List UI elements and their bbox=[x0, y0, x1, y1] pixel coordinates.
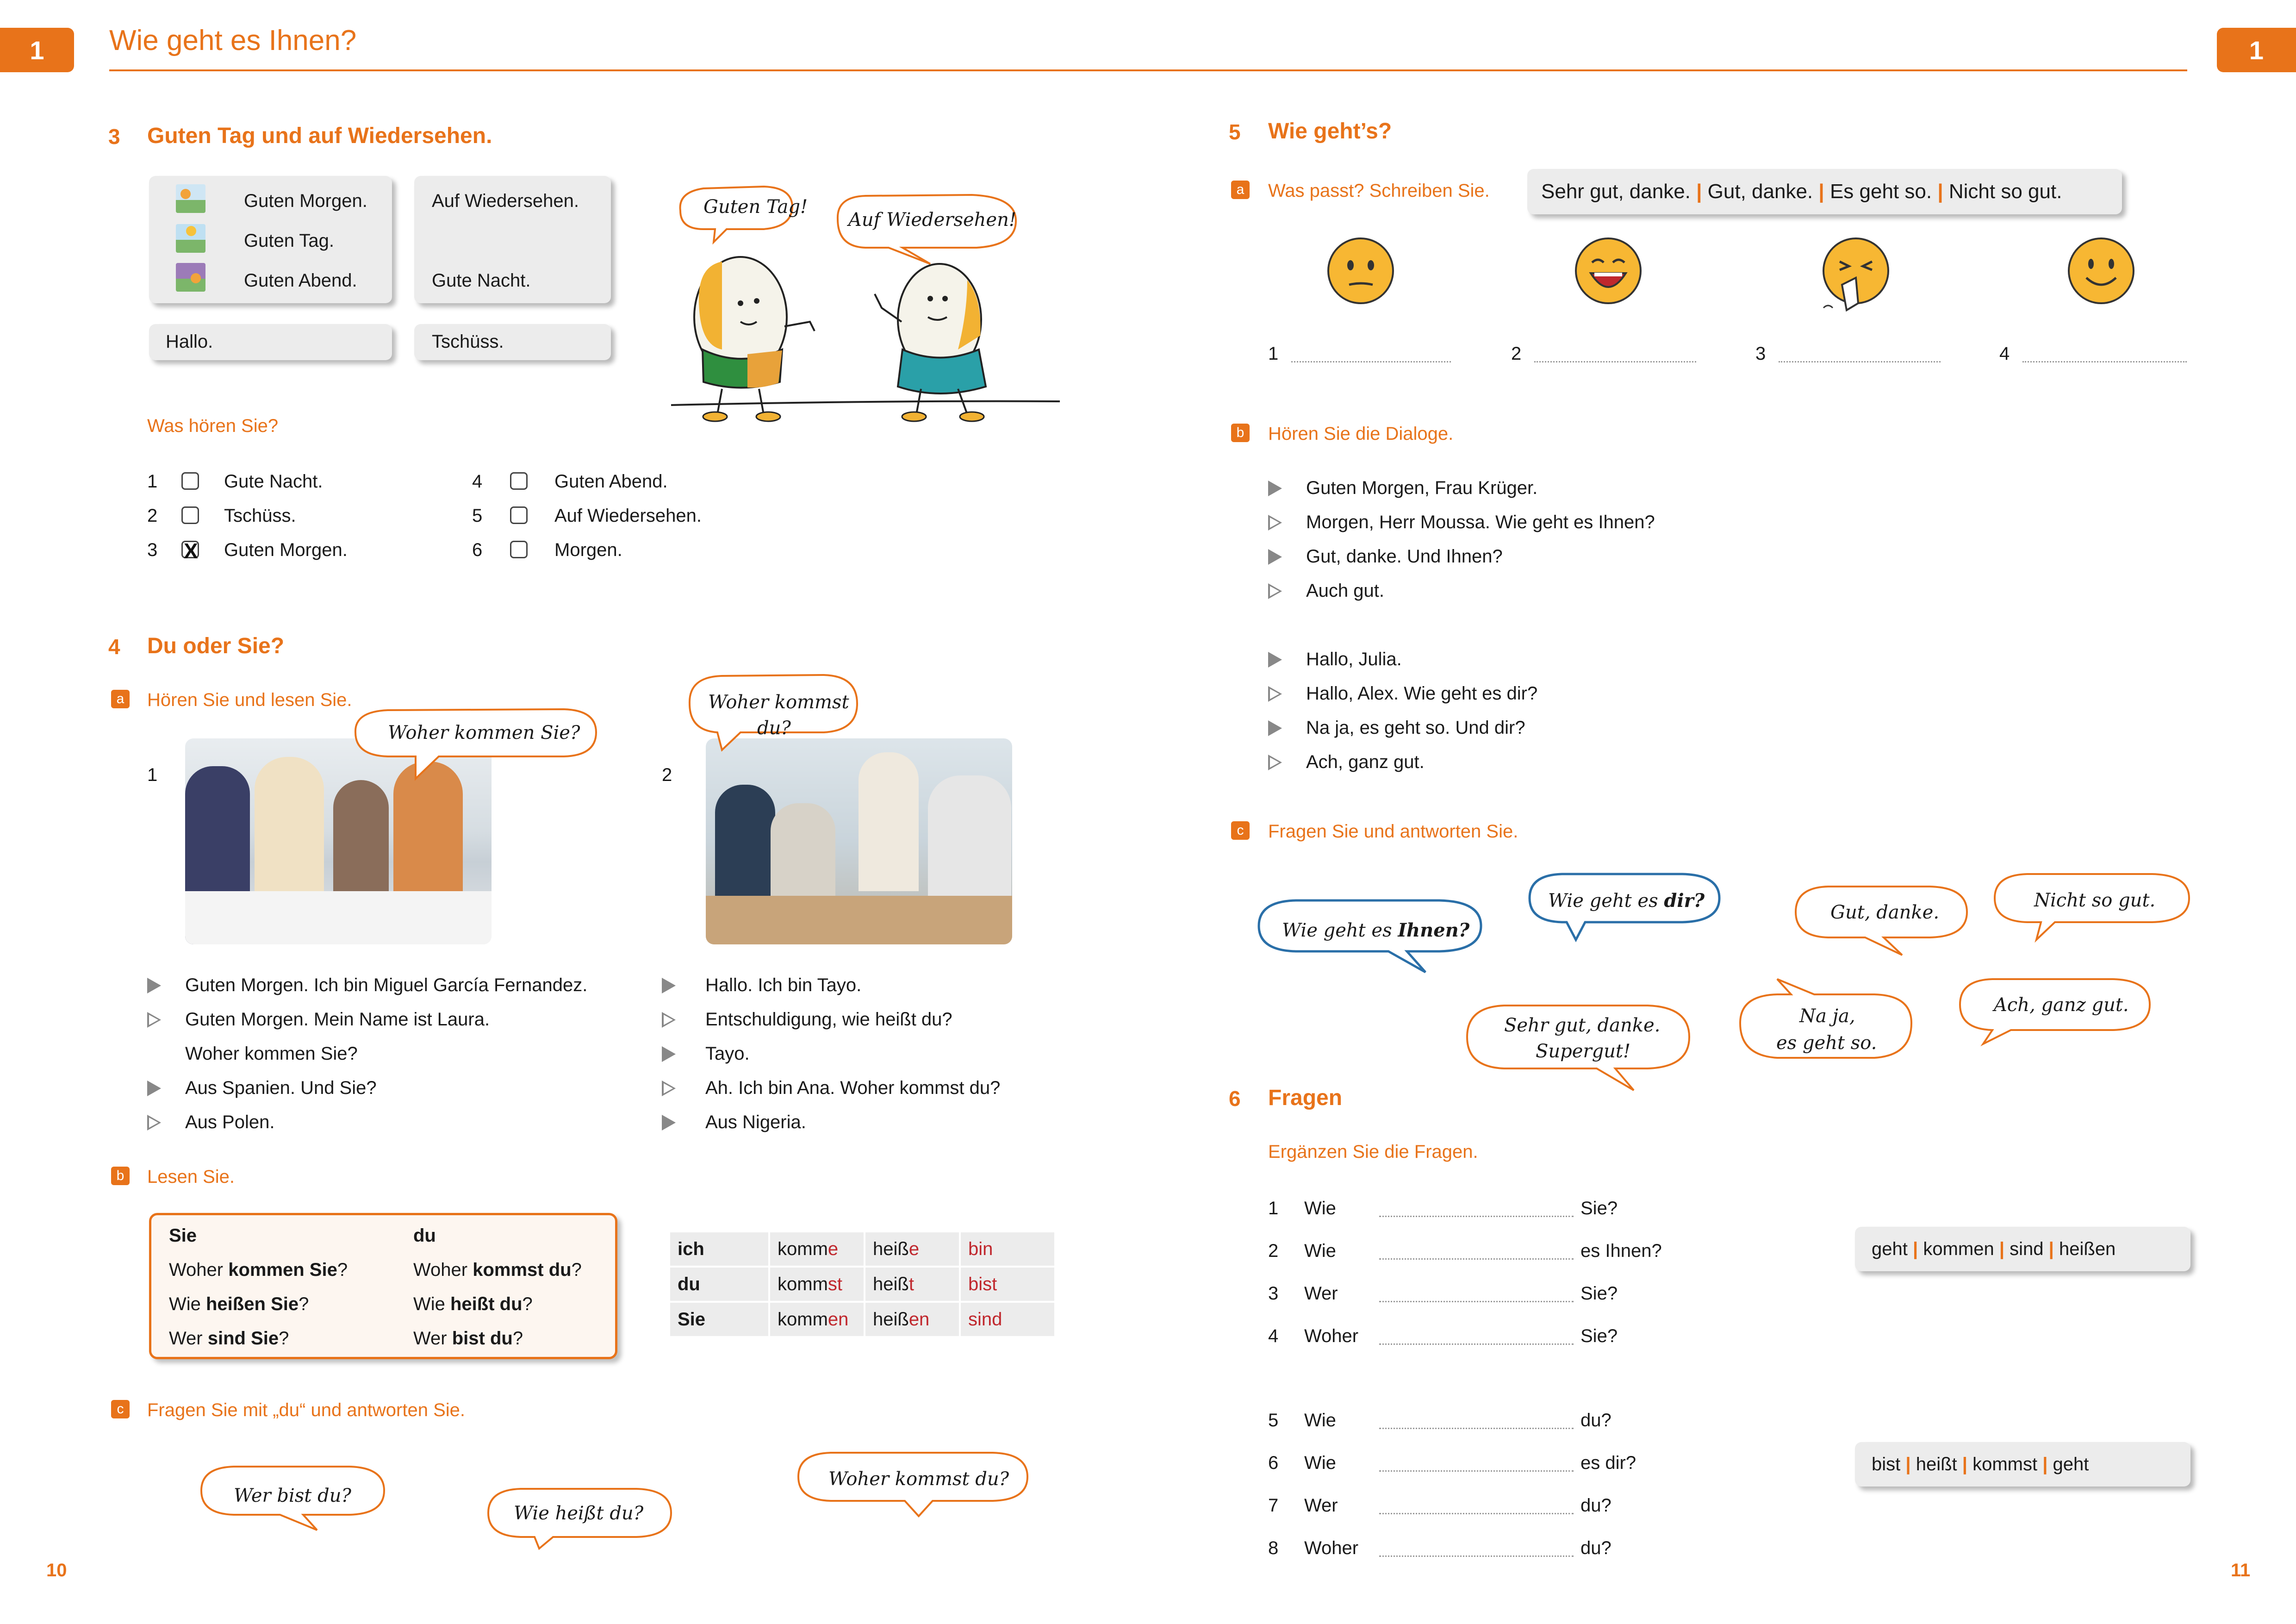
answer-line[interactable] bbox=[1534, 361, 1696, 362]
grammar-heading: du bbox=[413, 1225, 436, 1246]
dialog-line: Ah. Ich bin Ana. Woher kommst du? bbox=[705, 1078, 1001, 1098]
dialog-line: Aus Polen. bbox=[185, 1112, 275, 1132]
question-word: Wie bbox=[1304, 1410, 1336, 1430]
answer-number: 3 bbox=[1755, 344, 1766, 364]
grammar-heading: Sie bbox=[169, 1225, 197, 1246]
answer-checkbox[interactable] bbox=[510, 506, 528, 524]
task-instruction: Ergänzen Sie die Fragen. bbox=[1268, 1142, 1478, 1162]
table-row: ich komme heiße bin bbox=[670, 1232, 1055, 1267]
photo-number: 1 bbox=[147, 765, 158, 785]
speaker-b-arrow bbox=[1268, 515, 1282, 531]
word-box-du bbox=[1855, 1442, 2190, 1487]
row-number: 4 bbox=[1268, 1326, 1279, 1346]
answer-checkbox[interactable] bbox=[510, 472, 528, 490]
answer-bubble: Ach, ganz gut. bbox=[1994, 994, 2129, 1016]
speaker-b-arrow bbox=[1268, 755, 1282, 770]
question-end: es dir? bbox=[1580, 1453, 1636, 1473]
speech-bubble-shape bbox=[346, 705, 605, 793]
farewell-text: Auf Wiedersehen. bbox=[432, 191, 579, 211]
chapter-tab-right bbox=[2217, 28, 2296, 72]
answer-number: 1 bbox=[1268, 344, 1279, 364]
grammar-row: Wie heißen Sie? bbox=[169, 1294, 309, 1314]
section-number: 4 bbox=[108, 635, 120, 659]
blank-line[interactable] bbox=[1379, 1258, 1574, 1260]
greeting-text: Guten Morgen. bbox=[244, 191, 367, 211]
greeting-text: Guten Tag. bbox=[244, 231, 334, 251]
speaker-a-arrow bbox=[662, 1115, 676, 1131]
answer-checkbox-checked[interactable] bbox=[181, 539, 199, 563]
farewell-text: Tschüss. bbox=[432, 331, 504, 352]
answer-bubble: Gut, danke. bbox=[1830, 902, 1940, 923]
question-end: Sie? bbox=[1580, 1198, 1618, 1218]
item-text: Tschüss. bbox=[224, 506, 296, 526]
question-end: es Ihnen? bbox=[1580, 1241, 1662, 1261]
table-row: Sie kommen heißen sind bbox=[670, 1302, 1055, 1337]
speech-bubble-text: du? bbox=[757, 718, 791, 739]
row-number: 2 bbox=[1268, 1241, 1279, 1261]
chapter-number: 1 bbox=[30, 35, 44, 65]
answer-line[interactable] bbox=[1779, 361, 1941, 362]
speaker-b-arrow bbox=[1268, 686, 1282, 702]
sick-face-icon bbox=[1814, 234, 1898, 317]
options-row: Sehr gut, danke. | Gut, danke. | Es geht so. | Nicht so gut. bbox=[1541, 180, 2062, 203]
speech-bubble: Auf Wiedersehen! bbox=[848, 209, 1016, 231]
answer-number: 4 bbox=[1999, 344, 2010, 364]
task-instruction: Fragen Sie und antworten Sie. bbox=[1268, 821, 1518, 842]
task-instruction: Hören Sie und lesen Sie. bbox=[147, 690, 352, 710]
farewell-text: Gute Nacht. bbox=[432, 270, 531, 291]
tschuess-box bbox=[414, 324, 611, 360]
grammar-row: Woher kommst du? bbox=[413, 1260, 582, 1280]
task-instruction: Was passt? Schreiben Sie. bbox=[1268, 181, 1490, 201]
word-box-sie bbox=[1855, 1227, 2190, 1271]
question-word: Wie bbox=[1304, 1453, 1336, 1473]
item-text: Auf Wiedersehen. bbox=[554, 506, 702, 526]
page-number-right: 11 bbox=[2231, 1560, 2251, 1580]
question-end: Sie? bbox=[1580, 1283, 1618, 1304]
section-number: 5 bbox=[1229, 120, 1241, 144]
neutral-face-icon bbox=[1324, 234, 1398, 308]
speaker-b-arrow bbox=[147, 1012, 161, 1028]
blank-line[interactable] bbox=[1379, 1301, 1574, 1302]
question-word: Wie bbox=[1304, 1241, 1336, 1261]
answer-line[interactable] bbox=[1291, 361, 1451, 362]
grammar-row: Wie heißt du? bbox=[413, 1294, 533, 1314]
task-badge: c bbox=[1231, 821, 1250, 840]
task-badge: b bbox=[111, 1167, 130, 1185]
task-badge: a bbox=[111, 690, 130, 708]
question-word: Wer bbox=[1304, 1495, 1338, 1516]
dialog-line: Hallo, Alex. Wie geht es dir? bbox=[1306, 683, 1538, 704]
chapter-number: 1 bbox=[2249, 35, 2264, 65]
item-number: 5 bbox=[472, 506, 483, 526]
speaker-a-arrow bbox=[1268, 652, 1282, 668]
conjugation-table bbox=[670, 1232, 1056, 1338]
question-bubble: Wie geht es Ihnen? bbox=[1282, 919, 1470, 941]
blank-line[interactable] bbox=[1379, 1428, 1574, 1429]
dialog-line: Auch gut. bbox=[1306, 581, 1385, 601]
dialog-line: Entschuldigung, wie heißt du? bbox=[705, 1009, 952, 1030]
row-number: 8 bbox=[1268, 1538, 1279, 1558]
word-options: bist | heißt | kommst | geht bbox=[1872, 1454, 2089, 1474]
dialog-line: Aus Nigeria. bbox=[705, 1112, 806, 1132]
speaker-b-arrow bbox=[1268, 583, 1282, 599]
farewell-box bbox=[414, 176, 611, 303]
task-instruction: Fragen Sie mit „du“ und antworten Sie. bbox=[147, 1400, 466, 1420]
speaker-b-arrow bbox=[662, 1081, 676, 1096]
item-text: Morgen. bbox=[554, 540, 622, 560]
speech-bubble-text: Woher kommen Sie? bbox=[388, 722, 580, 743]
speaker-b-arrow bbox=[662, 1012, 676, 1028]
question-end: du? bbox=[1580, 1495, 1612, 1516]
item-number: 4 bbox=[472, 471, 483, 492]
dialog-line: Morgen, Herr Moussa. Wie geht es Ihnen? bbox=[1306, 512, 1655, 532]
answer-number: 2 bbox=[1511, 344, 1522, 364]
question-bubble: Wie geht es dir? bbox=[1548, 890, 1705, 912]
speaker-a-arrow bbox=[662, 978, 676, 993]
answer-bubble: Na ja, bbox=[1799, 1006, 1855, 1027]
dialog-line: Hallo. Ich bin Tayo. bbox=[705, 975, 862, 995]
speech-bubble-text: Woher kommst du? bbox=[828, 1468, 1009, 1490]
row-number: 5 bbox=[1268, 1410, 1279, 1430]
blank-line[interactable] bbox=[1379, 1555, 1574, 1557]
speaker-b-arrow bbox=[147, 1115, 161, 1131]
speaker-a-arrow bbox=[1268, 481, 1282, 496]
sun-evening-icon bbox=[176, 263, 205, 292]
question-end: Sie? bbox=[1580, 1326, 1618, 1346]
blank-line[interactable] bbox=[1379, 1343, 1574, 1345]
greeting-text: Hallo. bbox=[166, 331, 213, 352]
answer-bubble: Sehr gut, danke. bbox=[1504, 1015, 1661, 1036]
blank-line[interactable] bbox=[1379, 1216, 1574, 1217]
task-badge: a bbox=[1231, 181, 1250, 199]
answer-checkbox[interactable] bbox=[181, 506, 199, 524]
speaker-a-arrow bbox=[147, 978, 161, 993]
answer-checkbox[interactable] bbox=[510, 541, 528, 558]
check-mark: X bbox=[184, 539, 198, 563]
dialog-line: Ach, ganz gut. bbox=[1306, 752, 1425, 772]
speaker-a-arrow bbox=[147, 1081, 161, 1096]
item-text: Guten Abend. bbox=[554, 471, 668, 492]
dialog-line: Guten Morgen. Mein Name ist Laura. bbox=[185, 1009, 490, 1030]
speaker-a-arrow bbox=[1268, 720, 1282, 736]
row-number: 6 bbox=[1268, 1453, 1279, 1473]
page-title: Wie geht es Ihnen? bbox=[109, 25, 357, 56]
hallo-box bbox=[149, 324, 392, 360]
row-number: 3 bbox=[1268, 1283, 1279, 1304]
answer-checkbox[interactable] bbox=[181, 472, 199, 490]
answer-options-box bbox=[1527, 169, 2122, 214]
greeting-box-morning bbox=[149, 176, 392, 303]
task-instruction: Lesen Sie. bbox=[147, 1167, 235, 1187]
section-title: Du oder Sie? bbox=[147, 634, 285, 658]
item-number: 1 bbox=[147, 471, 158, 492]
answer-bubble: Supergut! bbox=[1536, 1041, 1631, 1062]
speech-bubble-text: Wie heißt du? bbox=[514, 1503, 644, 1524]
question-word: Woher bbox=[1304, 1326, 1359, 1346]
grammar-row: Wer sind Sie? bbox=[169, 1328, 289, 1349]
speech-bubble-text: Woher kommst bbox=[708, 692, 849, 713]
listening-question: Was hören Sie? bbox=[147, 416, 279, 436]
laughing-face-icon bbox=[1571, 234, 1645, 308]
speaker-a-arrow bbox=[662, 1046, 676, 1062]
row-number: 1 bbox=[1268, 1198, 1279, 1218]
task-badge: b bbox=[1231, 424, 1250, 442]
sun-day-icon bbox=[176, 224, 205, 253]
photo-number: 2 bbox=[662, 765, 672, 785]
speech-bubble: Guten Tag! bbox=[703, 196, 808, 218]
section-number: 6 bbox=[1229, 1087, 1241, 1111]
answer-line[interactable] bbox=[2022, 361, 2187, 362]
page-number-left: 10 bbox=[46, 1560, 67, 1580]
chapter-tab-left bbox=[0, 28, 74, 72]
dialog-line: Guten Morgen. Ich bin Miguel García Fernandez. bbox=[185, 975, 588, 995]
section-number: 3 bbox=[108, 125, 120, 149]
item-text: Gute Nacht. bbox=[224, 471, 323, 492]
item-number: 6 bbox=[472, 540, 483, 560]
dialog-line: Hallo, Julia. bbox=[1306, 649, 1402, 669]
section-title: Fragen bbox=[1268, 1086, 1343, 1110]
greeting-text: Guten Abend. bbox=[244, 270, 357, 291]
question-word: Wie bbox=[1304, 1198, 1336, 1218]
item-text: Guten Morgen. bbox=[224, 540, 348, 560]
blank-line[interactable] bbox=[1379, 1470, 1574, 1472]
section-title: Wie geht’s? bbox=[1268, 119, 1392, 144]
dialog-line: Tayo. bbox=[705, 1043, 750, 1064]
grammar-box bbox=[149, 1213, 617, 1359]
sun-morning-icon bbox=[176, 184, 205, 213]
speaker-a-arrow bbox=[1268, 549, 1282, 565]
task-badge: c bbox=[111, 1400, 130, 1418]
speech-bubble-text: Wer bist du? bbox=[234, 1485, 351, 1506]
dialog-line: Guten Morgen, Frau Krüger. bbox=[1306, 478, 1538, 498]
item-number: 2 bbox=[147, 506, 158, 526]
grammar-row: Woher kommen Sie? bbox=[169, 1260, 348, 1280]
question-end: du? bbox=[1580, 1538, 1612, 1558]
question-word: Wer bbox=[1304, 1283, 1338, 1304]
task-instruction: Hören Sie die Dialoge. bbox=[1268, 424, 1454, 444]
question-end: du? bbox=[1580, 1410, 1612, 1430]
smiling-face-icon bbox=[2064, 234, 2138, 308]
grammar-row: Wer bist du? bbox=[413, 1328, 523, 1349]
question-word: Woher bbox=[1304, 1538, 1359, 1558]
dialog-line: Aus Spanien. Und Sie? bbox=[185, 1078, 377, 1098]
answer-bubble: es geht so. bbox=[1776, 1032, 1877, 1054]
header-rule bbox=[109, 69, 2187, 71]
word-options: geht | kommen | sind | heißen bbox=[1872, 1239, 2116, 1259]
table-row: du kommst heißt bist bbox=[670, 1267, 1055, 1302]
blank-line[interactable] bbox=[1379, 1513, 1574, 1514]
answer-bubble: Nicht so gut. bbox=[2034, 890, 2156, 911]
meeting-photo-2 bbox=[706, 738, 1012, 944]
section-title: Guten Tag und auf Wiedersehen. bbox=[147, 124, 492, 148]
dialog-line: Gut, danke. Und Ihnen? bbox=[1306, 546, 1503, 567]
item-number: 3 bbox=[147, 540, 158, 560]
dialog-line: Na ja, es geht so. Und dir? bbox=[1306, 718, 1525, 738]
row-number: 7 bbox=[1268, 1495, 1279, 1516]
dialog-line: Woher kommen Sie? bbox=[185, 1043, 358, 1064]
